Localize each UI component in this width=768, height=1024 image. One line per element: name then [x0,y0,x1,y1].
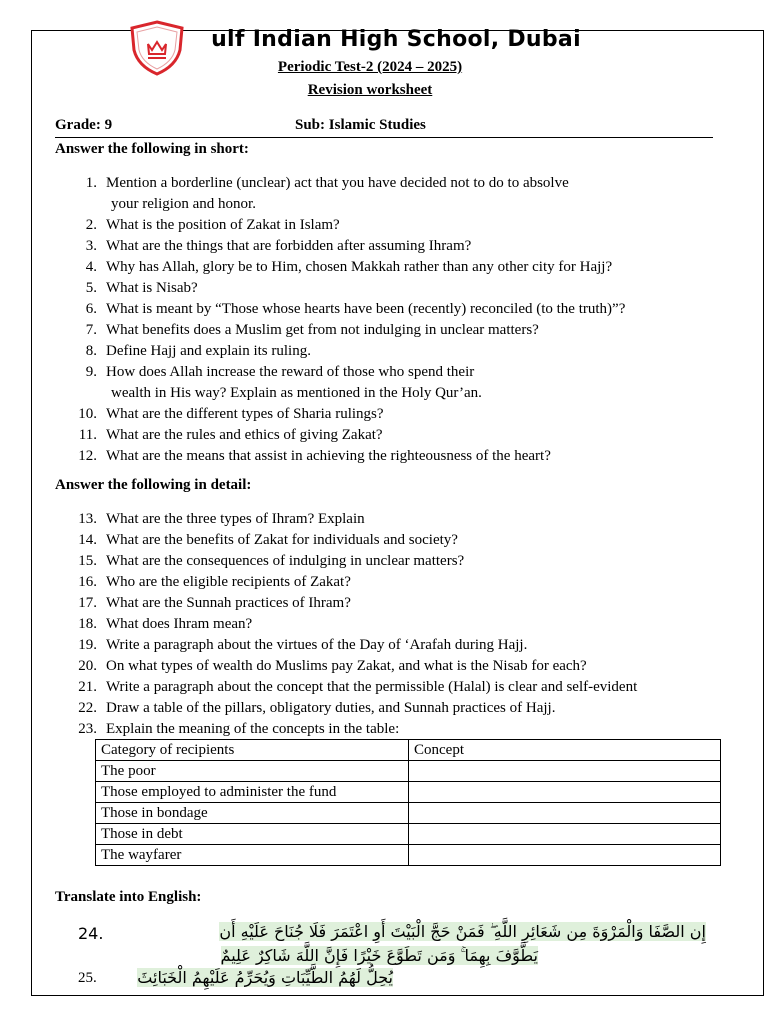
list-item: 19. Write a paragraph about the virtues of the Day of ‘Arafah during Hajj. [78,637,528,653]
list-item: 11. What are the rules and ethics of giving Zakat? [78,427,383,443]
question-25-number: 25. [78,970,97,986]
table-cell: Those in debt [96,824,409,845]
grade-subject-row [55,117,713,138]
worksheet-title: Revision worksheet [307,82,433,98]
table-cell: The poor [96,761,409,782]
question-24-arabic-line-1: إِن الصَّفَا وَالْمَرْوَةَ مِن شَعَائِرِ اللَّهِ ۖ فَمَنْ حَجَّ الْبَيْتَ أَوِ اعْتَمَرَ فَلَا جُنَاحَ عَلَيْهِ أَن [219,922,706,941]
list-item: 2. What is the position of Zakat in Islam? [85,217,340,233]
grade-label: Grade: 9 [55,117,113,133]
table-cell-empty [409,845,721,866]
table-row [96,845,721,866]
list-item: 12. What are the means that assist in achieving the righteousness of the heart? [78,448,551,464]
table-header-category: Category of recipients [96,740,409,761]
list-item: 15. What are the consequences of indulging in unclear matters? [78,553,465,569]
list-item: 1. Mention a borderline (unclear) act that you have decided not to do to absolve your religion and honor. [85,175,569,212]
list-item: 16. Who are the eligible recipients of Zakat? [78,574,351,590]
question-24-arabic-line-2: يَطَّوَّفَ بِهِمَا ۚ وَمَن تَطَوَّعَ خَيْرًا فَإِنَّ اللَّهَ شَاكِرٌ عَلِيمٌ [220,946,538,965]
table-row [96,824,721,845]
list-item: 20. On what types of wealth do Muslims pay Zakat, and what is the Nisab for each? [78,658,587,674]
list-item: 7. What benefits does a Muslim get from not indulging in unclear matters? [85,322,539,338]
question-25-arabic-line: يُحِلُّ لَهُمُ الطَّيِّبَاتِ وَيُحَرِّمُ عَلَيْهِمُ الْخَبَائِثَ [137,968,393,987]
detail-question-list [55,509,761,740]
list-item: 18. What does Ihram mean? [78,616,253,632]
detail-answer-heading: Answer the following in detail: [55,477,252,493]
table-cell-empty [409,782,721,803]
list-item: 3. What are the things that are forbidden after assuming Ihram? [85,238,472,254]
table-cell-empty [409,803,721,824]
list-item: 8. Define Hajj and explain its ruling. [85,343,311,359]
list-item: 14. What are the benefits of Zakat for individuals and society? [78,532,458,548]
table-row [96,782,721,803]
table-cell: Those in bondage [96,803,409,824]
list-item: 17. What are the Sunnah practices of Ihram? [78,595,351,611]
subject-label: Sub: Islamic Studies [295,117,426,133]
list-item: 6. What is meant by “Those whose hearts have been (recently) reconciled (to the truth)”? [85,301,626,317]
test-title: Periodic Test-2 (2024 – 2025) [277,59,463,75]
list-item: 10. What are the different types of Sharia rulings? [78,406,384,422]
translate-heading: Translate into English: [55,889,202,905]
table-row [96,803,721,824]
list-item: 4. Why has Allah, glory be to Him, chosen Makkah rather than any other city for Hajj? [85,259,613,275]
question-24-number: 24. [78,924,104,943]
table-row [96,761,721,782]
list-item: 13. What are the three types of Ihram? Explain [78,511,365,527]
table-cell-empty [409,761,721,782]
school-name: ulf Indian High School, Dubai [211,27,581,52]
list-item: 5. What is Nisab? [85,280,198,296]
table-cell: Those employed to administer the fund [96,782,409,803]
list-item: 23. Explain the meaning of the concepts in the table: [78,721,400,737]
table-header-concept: Concept [409,740,721,761]
list-item: 9. How does Allah increase the reward of those who spend their wealth in His way? Explain as mentioned in the Holy Qur’an. [85,364,482,401]
list-item: 22. Draw a table of the pillars, obligatory duties, and Sunnah practices of Hajj. [78,700,556,716]
table-cell: The wayfarer [96,845,409,866]
short-answer-heading: Answer the following in short: [55,141,249,157]
short-question-list [55,173,761,467]
list-item: 21. Write a paragraph about the concept that the permissible (Halal) is clear and self-evident [78,679,638,695]
table-cell-empty [409,824,721,845]
recipients-table [95,739,721,866]
table-row [96,740,721,761]
